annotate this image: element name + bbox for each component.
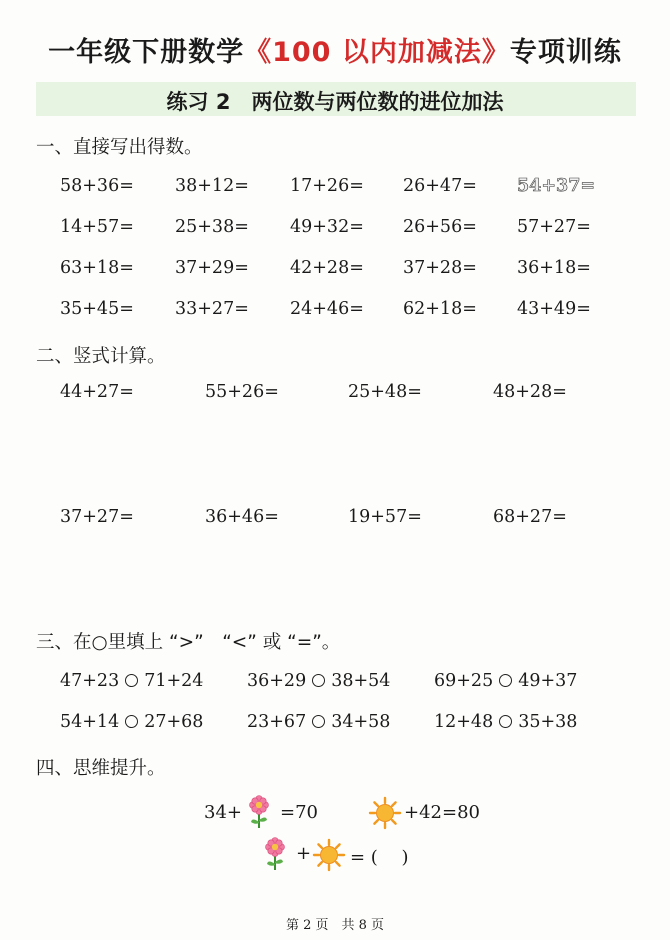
vertical-item: 48+28=: [493, 382, 567, 402]
vertical-item: 55+26=: [205, 382, 279, 402]
puzzle-2-suffix: +42=80: [404, 802, 480, 823]
flower-icon: [262, 837, 288, 871]
compare-item: [247, 712, 390, 732]
section-direct-heading: 一、直接写出得数。: [36, 137, 203, 158]
direct-item: 43+49=: [517, 299, 591, 319]
compare-left: 12+48: [434, 712, 494, 732]
vertical-item: 25+48=: [348, 382, 422, 402]
flower-icon: [246, 795, 272, 829]
vertical-item: 44+27=: [60, 382, 134, 402]
direct-item: 37+28=: [403, 258, 477, 278]
answer-circle[interactable]: [125, 715, 138, 728]
direct-item: 26+56=: [403, 217, 477, 237]
direct-item: 26+47=: [403, 176, 477, 196]
answer-circle[interactable]: [312, 715, 325, 728]
puzzle-1-suffix: =70: [280, 802, 318, 823]
compare-right: 27+68: [144, 712, 204, 732]
direct-item: 14+57=: [60, 217, 134, 237]
section-thinking-heading: 四、思维提升。: [36, 758, 166, 779]
sun-icon: [368, 796, 402, 830]
compare-right: 34+58: [331, 712, 391, 732]
page-number: 第 2 页 共 8 页: [285, 918, 385, 933]
compare-right: 71+24: [144, 671, 204, 691]
compare-item: [60, 671, 203, 691]
section-vertical-heading: 二、竖式计算。: [36, 346, 166, 367]
compare-left: 69+25: [434, 671, 494, 691]
title-prefix: 一年级下册数学: [48, 37, 245, 68]
compare-item: [434, 712, 577, 732]
answer-circle[interactable]: [312, 674, 325, 687]
direct-item: 49+32=: [290, 217, 364, 237]
section-compare-heading: 三、在○里填上 “>” “<” 或 “=”。: [36, 632, 341, 653]
direct-item: 33+27=: [175, 299, 249, 319]
compare-left: 36+29: [247, 671, 307, 691]
compare-right: 35+38: [518, 712, 578, 732]
puzzle-3-result: = ( ): [350, 847, 409, 868]
vertical-item: 36+46=: [205, 507, 279, 527]
direct-item: 25+38=: [175, 217, 249, 237]
puzzle-3-plus: +: [296, 843, 312, 864]
direct-item: 57+27=: [517, 217, 591, 237]
compare-item: [60, 712, 203, 732]
compare-item: [434, 671, 577, 691]
compare-left: 47+23: [60, 671, 120, 691]
direct-item: 62+18=: [403, 299, 477, 319]
exercise-subtitle: 练习 2 两位数与两位数的进位加法: [166, 90, 504, 114]
title-highlight: 《100 以内加减法》: [244, 37, 510, 68]
direct-item: 38+12=: [175, 176, 249, 196]
direct-item: 17+26=: [290, 176, 364, 196]
compare-item: [247, 671, 390, 691]
direct-item: 37+29=: [175, 258, 249, 278]
direct-item: 24+46=: [290, 299, 364, 319]
page-title: [0, 30, 670, 69]
compare-right: 38+54: [331, 671, 391, 691]
compare-right: 49+37: [518, 671, 578, 691]
sun-icon: [312, 838, 346, 872]
direct-item: 35+45=: [60, 299, 134, 319]
direct-item: 63+18=: [60, 258, 134, 278]
answer-circle[interactable]: [499, 674, 512, 687]
direct-item: 36+18=: [517, 258, 591, 278]
puzzle-1-prefix: 34+: [204, 802, 242, 823]
answer-circle[interactable]: [125, 674, 138, 687]
direct-item: 42+28=: [290, 258, 364, 278]
answer-circle[interactable]: [499, 715, 512, 728]
vertical-item: 19+57=: [348, 507, 422, 527]
vertical-item: 68+27=: [493, 507, 567, 527]
direct-item: 58+36=: [60, 176, 134, 196]
direct-item: 54+37=: [517, 176, 596, 196]
vertical-item: 37+27=: [60, 507, 134, 527]
compare-left: 23+67: [247, 712, 307, 732]
title-suffix: 专项训练: [509, 37, 622, 68]
compare-left: 54+14: [60, 712, 120, 732]
